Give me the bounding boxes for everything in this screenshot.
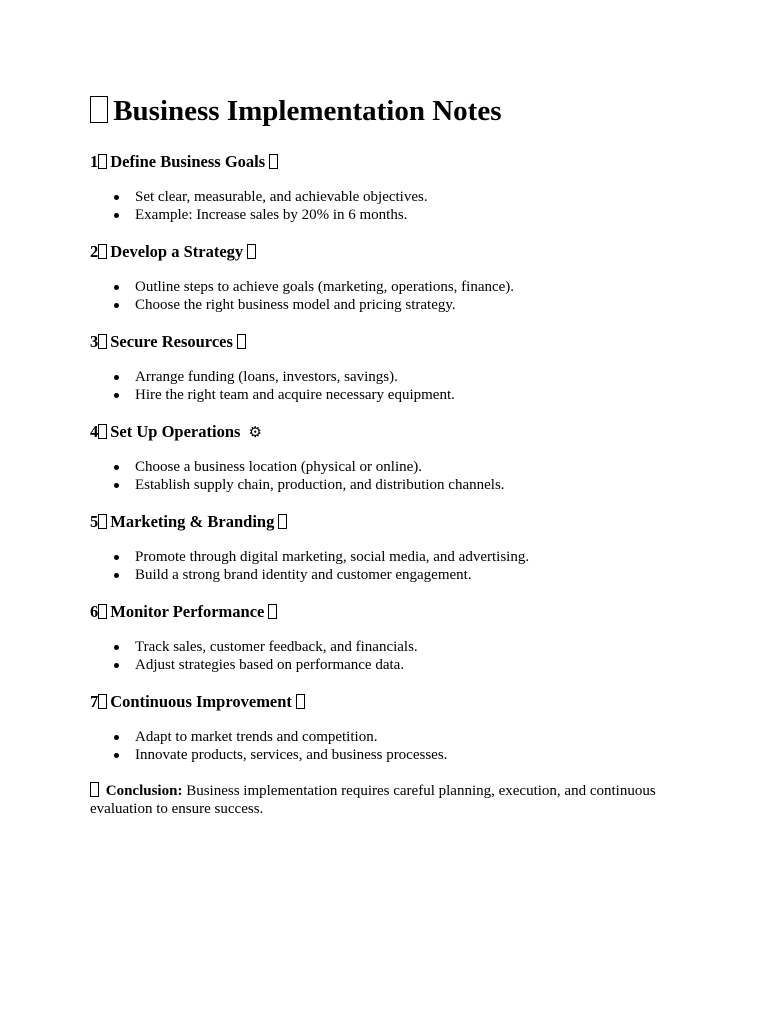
gear-icon: ⚙ <box>248 423 262 441</box>
conclusion-label: Conclusion: <box>105 783 183 799</box>
section-heading <box>90 152 680 172</box>
missing-glyph-icon <box>98 604 107 619</box>
missing-glyph-icon <box>278 514 287 529</box>
bullet-list <box>90 278 680 314</box>
document-title: Business Implementation Notes <box>113 95 502 127</box>
section-number: 4 <box>90 422 99 441</box>
list-item: Choose the right business model and pricing strategy. <box>135 296 680 314</box>
missing-glyph-icon <box>90 96 108 124</box>
sections-container <box>90 152 680 764</box>
section-heading <box>90 512 680 532</box>
missing-glyph-icon <box>296 694 305 709</box>
list-item: Hire the right team and acquire necessary equipment. <box>135 386 680 404</box>
missing-glyph-icon <box>98 424 107 439</box>
section-number: 3 <box>90 332 99 351</box>
list-item: Track sales, customer feedback, and financials. <box>135 638 680 656</box>
section-heading <box>90 602 680 622</box>
section-title: Develop a Strategy <box>110 242 244 261</box>
bullet-list <box>90 638 680 674</box>
section-title: Set Up Operations <box>110 422 241 441</box>
section-title: Secure Resources <box>110 332 233 351</box>
missing-glyph-icon <box>268 604 277 619</box>
list-item: Set clear, measurable, and achievable objectives. <box>135 188 680 206</box>
section-number: 7 <box>90 692 99 711</box>
section-title: Marketing & Branding <box>110 512 275 531</box>
list-item: Outline steps to achieve goals (marketing, operations, finance). <box>135 278 680 296</box>
section <box>90 332 680 404</box>
missing-glyph-icon <box>98 244 107 259</box>
list-item: Adjust strategies based on performance data. <box>135 656 680 674</box>
missing-glyph-icon <box>98 514 107 529</box>
section-title: Continuous Improvement <box>110 692 292 711</box>
conclusion-text: Business implementation requires careful planning, execution, and continuous evaluation to ensure success. <box>90 783 656 817</box>
bullet-list <box>90 548 680 584</box>
missing-glyph-icon <box>237 334 246 349</box>
document-title-row <box>90 92 680 130</box>
section <box>90 692 680 764</box>
list-item: Innovate products, services, and business processes. <box>135 746 680 764</box>
section <box>90 422 680 494</box>
missing-glyph-icon <box>269 154 278 169</box>
section-number: 5 <box>90 512 99 531</box>
list-item: Adapt to market trends and competition. <box>135 728 680 746</box>
missing-glyph-icon <box>98 694 107 709</box>
missing-glyph-icon <box>98 154 107 169</box>
bullet-list <box>90 368 680 404</box>
document-page <box>90 92 680 833</box>
list-item: Establish supply chain, production, and distribution channels. <box>135 476 680 494</box>
bullet-list <box>90 188 680 224</box>
conclusion-paragraph <box>90 782 680 818</box>
bullet-list <box>90 728 680 764</box>
list-item: Build a strong brand identity and customer engagement. <box>135 566 680 584</box>
section <box>90 602 680 674</box>
section <box>90 512 680 584</box>
missing-glyph-icon <box>98 334 107 349</box>
section-number: 2 <box>90 242 99 261</box>
section-title: Monitor Performance <box>110 602 265 621</box>
section-heading <box>90 692 680 712</box>
list-item: Promote through digital marketing, social media, and advertising. <box>135 548 680 566</box>
list-item: Choose a business location (physical or online). <box>135 458 680 476</box>
bullet-list <box>90 458 680 494</box>
list-item: Example: Increase sales by 20% in 6 months. <box>135 206 680 224</box>
list-item: Arrange funding (loans, investors, savings). <box>135 368 680 386</box>
missing-glyph-icon <box>247 244 256 259</box>
section <box>90 242 680 314</box>
section-title: Define Business Goals <box>110 152 266 171</box>
missing-glyph-icon <box>90 782 99 797</box>
section-number: 6 <box>90 602 99 621</box>
section-heading <box>90 332 680 352</box>
section-heading <box>90 242 680 262</box>
section <box>90 152 680 224</box>
section-heading <box>90 422 680 442</box>
section-number: 1 <box>90 152 99 171</box>
